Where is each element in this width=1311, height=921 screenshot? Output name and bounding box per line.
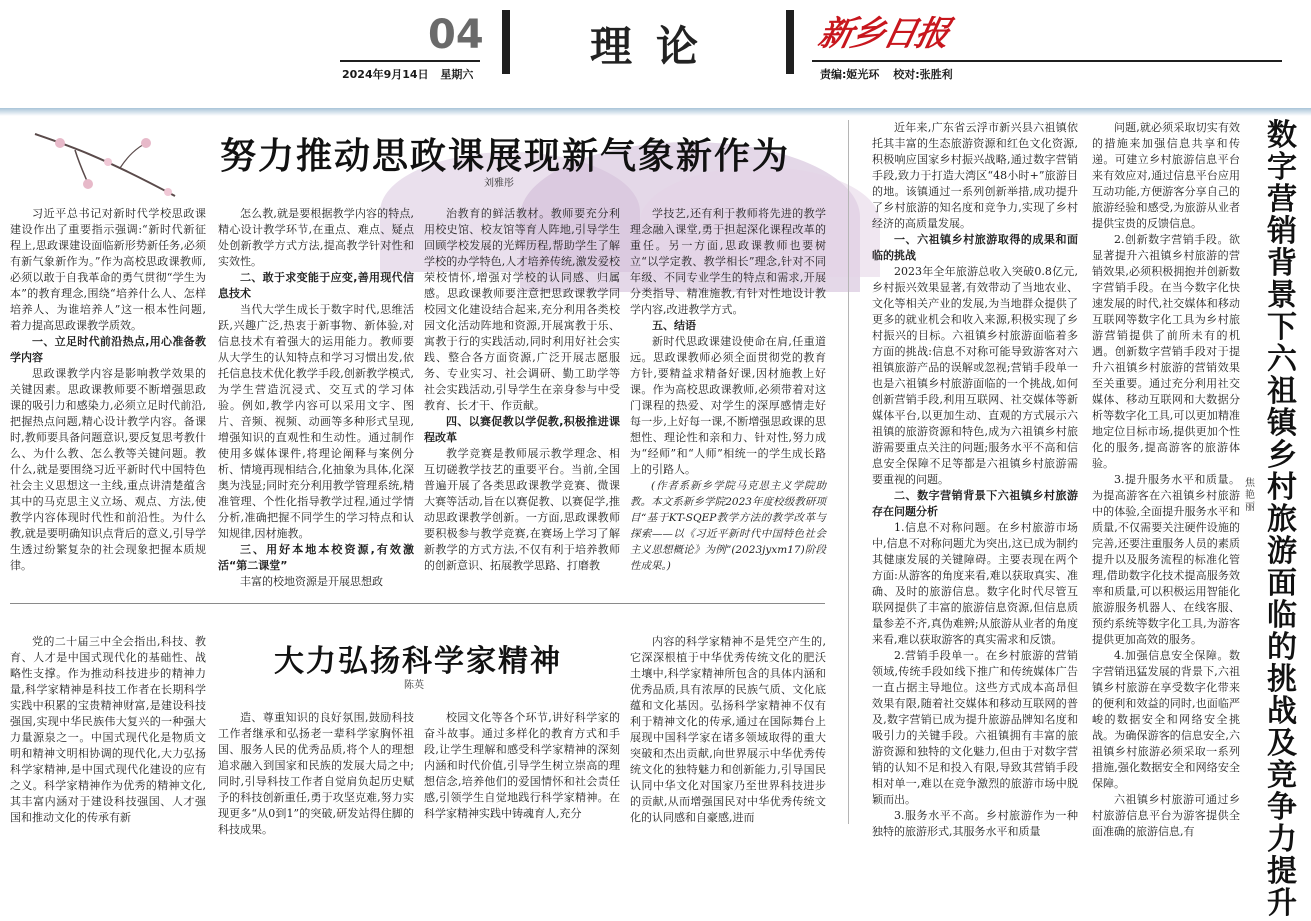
paragraph: 1.信息不对称问题。在乡村旅游市场中,信息不对称问题尤为突出,这已成为制约其健康发展的关键障碍。主要表现在两个方面:从游客的角度来看,难以获取真实、准确、及时的旅游信息。数字化时代尽管互联网提供了丰富的旅游信息资源,但信息质量参差不齐,真伪难辨;从旅游从业者的角度来看,难以获取游客的真实需求和反馈。 xyxy=(872,521,1078,646)
article1-column-3 xyxy=(424,206,620,578)
article3-author: 焦艳丽 xyxy=(1245,478,1255,513)
article1-column-4 xyxy=(630,206,826,578)
section-subheading: 二、敢于求变能于应变,善用现代信息技术 xyxy=(218,271,414,300)
section-subheading: 三、用好本地本校资源,有效激活“第二课堂” xyxy=(218,543,414,572)
paragraph: 怎么教,就是要根据教学内容的特点,精心设计教学环节,在重点、难点、疑点处创新教学方式方法,提高教学针对性和实效性。 xyxy=(218,207,414,268)
paragraph: 党的二十届三中全会指出,科技、教育、人才是中国式现代化的基础性、战略性支撑。作为推动科技进步的精神力量,科学家精神是科技工作者在长期科学实践中积累的宝贵精神财富,是建设科技强国,实现中华民族伟大复兴的一种强大力量源泉之一。中国式现代化是物质文明和精神文明相协调的现代化,大力弘扬科学家精神,是中国式现代化建设的应有之义。科学家精神作为优秀的精神文化,其丰富内涵对于建设科技强国、人才强国和推动文化的传承有新 xyxy=(10,635,206,824)
article2-column-1 xyxy=(10,634,206,824)
article3-vertical-title: 数字营销背景下六祖镇乡村旅游面临的挑战及竞争力提升 xyxy=(1267,118,1297,921)
publication-date: 2024年9月14日 xyxy=(342,68,429,81)
paragraph: 问题,就必须采取切实有效的措施来加强信息共享和传递。可建立乡村旅游信息平台来有效应对,通过信息平台应用互动功能,方便游客分享自己的旅游经验和感受,为旅游从业者提供宝贵的反馈信息。 xyxy=(1092,121,1240,230)
article1-column-2 xyxy=(218,206,414,588)
section-subheading: 一、立足时代前沿热点,用心准备教学内容 xyxy=(10,335,206,364)
article1-title: 努力推动思政课展现新气象新作为 xyxy=(220,135,791,177)
masthead-rule-left xyxy=(340,60,480,62)
masthead-bar-left xyxy=(502,10,510,74)
paragraph: 教学竞赛是教师展示教学理念、相互切磋教学技艺的重要平台。当前,全国普遍开展了各类思政课教学竞赛、微课大赛等活动,旨在以赛促教、以赛促学,推动思政课教学创新。一方面,思政课教师要积极参与教学竞赛,在赛场上学习了解新教学的方式方法,不仅有利于培养教师的创新意识、拓展教学思路、打磨教 xyxy=(424,447,620,572)
paragraph: 近年来,广东省云浮市新兴县六祖镇依托其丰富的生态旅游资源和红色文化资源,积极响应国家乡村振兴战略,通过数字营销手段,致力于打造大湾区“48小时+”旅游目的地。该镇通过一系列创新举措,成功提升了乡村旅游的知名度和竞争力,实现了乡村经济的高质量发展。 xyxy=(872,121,1078,230)
editor: 责编:姬光环 xyxy=(820,68,880,81)
paragraph: 六祖镇乡村旅游可通过乡村旅游信息平台为游客提供全面准确的旅游信息,有 xyxy=(1092,793,1240,838)
article1-author: 刘雅彤 xyxy=(484,178,514,189)
column-divider xyxy=(848,120,849,824)
paragraph: 内容的科学家精神不是凭空产生的,它深深根植于中华优秀传统文化的肥沃土壤中,科学家精神所包含的具体内涵和优秀品质,具有浓厚的民族气质、文化底蕴和文化基因。弘扬科学家精神不仅有利于精神文化的传承,通过在国际舞台上展现中国科学家在诸多领域取得的重大突破和杰出贡献,向世界展示中华优秀传统文化的独特魅力和创新能力,引导国民认同中华文化对国家乃至世界科技进步的贡献,从而增强国民对中华优秀传统文化的认同感和自豪感,进而 xyxy=(630,635,826,824)
paragraph: 治教育的鲜活教材。教师要充分利用校史馆、校友馆等育人阵地,引导学生回顾学校发展的光辉历程,帮助学生了解学校的办学特色,人才培养传统,激发爱校荣校情怀,增强对学校的认同感、归属感。思政课教师要注意把思政课教学同校园文化建设结合起来,充分利用各类校园文化活动阵地和资源,开展寓教于乐、寓教于行的实践活动,同时利用好社会实践、整合各方面资源,广泛开展志愿服务、专业实习、社会调研、勤工助学等社会实践活动,引导学生在亲身参与中受教育、长才干、作贡献。 xyxy=(424,207,620,412)
paragraph: 3.提升服务水平和质量。为提高游客在六祖镇乡村旅游中的体验,全面提升服务水平和质量,不仅需要关注硬件设施的完善,还要注重服务人员的素质提升以及服务流程的标准化管理,借助数字化技术提高服务效率和质量,可以积极运用智能化旅游服务机器人、在线客服、预约系统等数字化工具,为游客提供更加高效的服务。 xyxy=(1092,473,1240,646)
article2-column-2 xyxy=(218,710,414,836)
newspaper-logo: 新乡日报 xyxy=(815,14,952,54)
editor-credits xyxy=(820,66,963,82)
paragraph: 校园文化等各个环节,讲好科学家的奋斗故事。通过多样化的教育方式和手段,让学生理解和感受科学家精神的深刻内涵和时代价值,引导学生树立崇高的理想信念,培养他们的爱国情怀和社会责任感,引领学生自觉地践行科学家精神。在科学家精神实践中铸魂育人,充分 xyxy=(424,711,620,820)
paragraph: 学技艺,还有利于教师将先进的教学理念融入课堂,勇于担起深化课程改革的重任。另一方面,思政课教师也要树立“以学定教、教学相长”理念,针对不同年级、不同专业学生的特点和需求,开展分类指导、精准施教,有针对性地设计教学内容,改进教学方式。 xyxy=(630,207,826,316)
paragraph: 2.创新数字营销手段。欲显著提升六祖镇乡村旅游的营销效果,必须积极拥抱并创新数字营销手段。在当今数字化快速发展的时代,社交媒体和移动互联网等数字化工具为乡村旅游营销提供了前所未有的机遇。创新数字营销手段对于提升六祖镇乡村旅游的营销效果至关重要。通过充分利用社交媒体、移动互联网和大数据分析等数字化工具,可以更加精准地定位目标市场,提供更加个性化的服务,提高游客的旅游体验。 xyxy=(1092,233,1240,470)
paragraph: 4.加强信息安全保障。数字营销迅猛发展的背景下,六祖镇乡村旅游在享受数字化带来的便利和效益的同时,也面临严峻的数据安全和网络安全挑战。为确保游客的信息安全,六祖镇乡村旅游必须采取一系列措施,强化数据安全和网络安全保障。 xyxy=(1092,649,1240,790)
date-line xyxy=(342,66,481,82)
article2-title: 大力弘扬科学家精神 xyxy=(274,644,562,679)
paragraph: 习近平总书记对新时代学校思政课建设作出了重要指示强调:“新时代新征程上,思政课建设面临新形势新任务,必须有新气象新作为。”作为高校思政课教师,必须以敢于自我革命的勇气贯彻“学生为本”的教育理念,围绕“培养什么人、怎样培养人、为谁培养人”这一根本性问题,着力提高思政课教学质效。 xyxy=(10,207,206,332)
article1-column-1 xyxy=(10,206,206,578)
paragraph: 3.服务水平不高。乡村旅游作为一种独特的旅游形式,其服务水平和质量 xyxy=(872,809,1078,838)
paragraph: 新时代思政课建设使命在肩,任重道远。思政课教师必须全面贯彻党的教育方针,要精益求精备好课,因材施教上好课。作为高校思政课教师,必须带着对这门课程的热爱、对学生的深厚感情走好每一步,上好每一课,不断增强思政课的思想性、理论性和亲和力、针对性,努力成为“经师”和“人师”相统一的学生成长路上的引路人。 xyxy=(630,335,826,476)
paragraph: 2023年全年旅游总收入突破0.8亿元,乡村振兴效果显著,有效带动了当地农业、文化等相关产业的发展,为当地群众提供了更多的就业机会和收入来源,积极实现了乡村振兴的目标。六祖镇乡村旅游面临着多方面的挑战:信息不对称可能导致游客对六祖镇旅游产品的误解或忽视;营销手段单一也是六祖镇乡村旅游面临的一个挑战,如何创新营销手段,利用互联网、社交媒体等新媒体平台,以更加生动、直观的方式展示六祖镇的旅游资源和特色,成为六祖镇乡村旅游需要重点关注的问题;服务水平不高和信息安全保障不足等都是六祖镇乡村旅游需要重视的问题。 xyxy=(872,265,1078,486)
page-number: 04 xyxy=(428,12,484,58)
article3-column-1 xyxy=(872,120,1078,838)
paragraph: 思政课教学内容是影响教学效果的关键因素。思政课教师要不断增强思政课的吸引力和感染力,必须立足时代前沿,把握热点问题,精心设计教学内容。备课时,教师要具备问题意识,要反复思考教什么、为什么教、怎么教等关键问题。教什么,就是要围绕习近平新时代中国特色社会主义思想这一主线,重点讲清楚蕴含其中的马克思主义立场、观点、方法,使教学内容体现时代性和前沿性。为什么教,就是要明确知识点背后的意义,引导学生透过纷繁复杂的社会现象把握本质规律。 xyxy=(10,367,206,572)
proofreader: 校对:张胜利 xyxy=(893,68,953,81)
article2-author: 陈英 xyxy=(404,680,424,691)
paragraph: 2.营销手段单一。在乡村旅游的营销领域,传统手段如线下推广和传统媒体广告一直占据主导地位。这些方式成本高昂但效果有限,随着社交媒体和移动互联网的普及,数字营销已成为提升旅游品牌知名度和吸引力的关键手段。六祖镇拥有丰富的旅游资源和独特的文化魅力,但由于对数字营销的认知不足和投入有限,导致其营销手段相对单一,难以在竞争激烈的旅游市场中脱颖而出。 xyxy=(872,649,1078,806)
paragraph: 造、尊重知识的良好氛围,鼓励科技工作者继承和弘扬老一辈科学家胸怀祖国、服务人民的优秀品质,将个人的理想追求融入到国家和民族的发展大局之中;同时,引导科技工作者自觉肩负起历史赋予的科技创新重任,勇于攻坚克难,努力实现更多“从0到1”的突破,研发站得住脚的科技成果。 xyxy=(218,711,414,836)
masthead-rule-right xyxy=(812,60,1282,62)
paragraph: 丰富的校地资源是开展思想政 xyxy=(240,575,383,588)
section-title: 理论 xyxy=(590,22,723,71)
section-subheading: 二、数字营销背景下六祖镇乡村旅游存在问题分析 xyxy=(872,489,1078,518)
article2-column-4 xyxy=(630,634,826,824)
article-divider xyxy=(10,603,825,604)
masthead xyxy=(0,0,1311,108)
author-note: (作者系新乡学院马克思主义学院助教。本文系新乡学院2023年度校级教研项目“基于KT-SQEP教学方法的教学改革与探索——以《习近平新时代中国特色社会主义思想概论》为例”(2023jyxm17)阶段性成果。) xyxy=(630,480,826,572)
weekday: 星期六 xyxy=(440,68,474,81)
section-subheading: 四、以赛促教以学促教,积极推进课程改革 xyxy=(424,415,620,444)
article3-column-2 xyxy=(1092,120,1240,838)
section-subheading: 一、六祖镇乡村旅游取得的成果和面临的挑战 xyxy=(872,233,1078,262)
masthead-bar-right xyxy=(786,10,794,74)
section-subheading: 五、结语 xyxy=(652,319,696,332)
plum-branch-icon xyxy=(30,126,180,206)
paragraph: 当代大学生成长于数字时代,思维活跃,兴趣广泛,热衷于新事物、新体验,对信息技术有着强大的运用能力。教师要从大学生的认知特点和学习习惯出发,依托信息技术优化教学手段,创新教学模式,为学生营造沉浸式、交互式的学习体验。例如,教学内容可以采用文字、图片、音频、视频、动画等多种形式呈现,增强知识的直观性和生动性。通过制作使用多媒体课件,将理论阐释与案例分析、情境再现相结合,化抽象为具体,化深奥为浅显;同时充分利用教学管理系统,精准管理、个性化指导教学过程,通过学情分析,准确把握不同学生的学习特点和认知规律,因材施教。 xyxy=(218,303,414,540)
article2-column-3 xyxy=(424,710,620,824)
